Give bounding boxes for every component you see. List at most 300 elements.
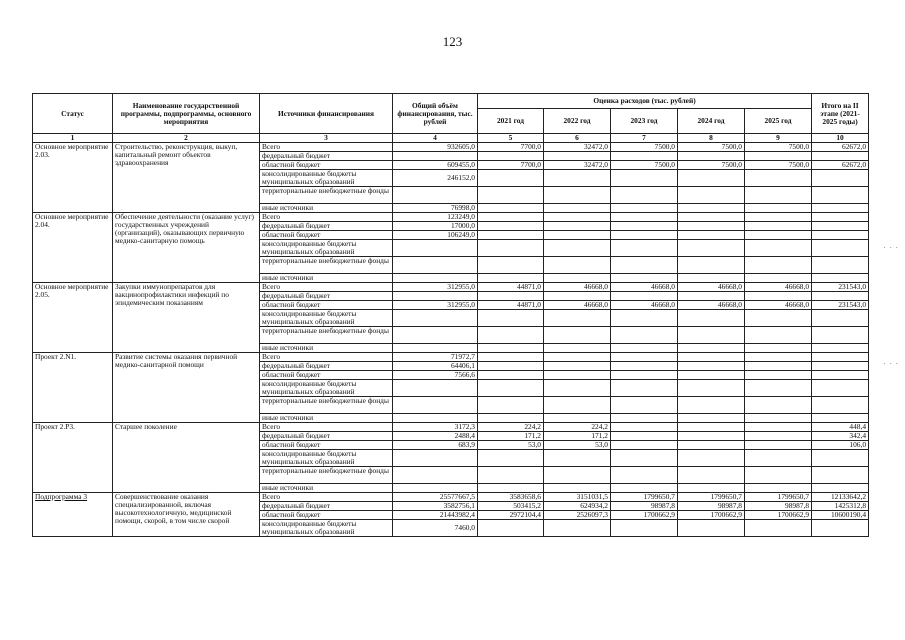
value-cell: [678, 353, 745, 362]
source-fed: федеральный бюджет: [260, 152, 393, 161]
header-estimate: Оценка расходов (тыс. рублей): [478, 94, 812, 109]
source-fed: федеральный бюджет: [260, 432, 393, 441]
value-cell: [544, 152, 611, 161]
value-cell: [745, 222, 812, 231]
value-cell: 46668,0: [544, 301, 611, 310]
value-cell: [611, 414, 678, 423]
header-2022: 2022 год: [544, 109, 611, 134]
value-cell: [611, 310, 678, 327]
value-cell: 448,4: [812, 423, 869, 432]
value-cell: [745, 274, 812, 283]
value-cell: [611, 213, 678, 222]
value-cell: 1799650,7: [611, 493, 678, 502]
value-cell: [678, 240, 745, 257]
value-cell: [812, 344, 869, 353]
value-cell: [812, 170, 869, 187]
value-cell: [478, 152, 544, 161]
value-cell: [393, 450, 478, 467]
source-kons: консолидированные бюджеты муниципальных образований: [260, 170, 393, 187]
value-cell: [745, 467, 812, 484]
value-cell: [611, 240, 678, 257]
value-cell: [611, 432, 678, 441]
source-inye: иные источники: [260, 274, 393, 283]
source-inye: иные источники: [260, 414, 393, 423]
value-cell: [745, 362, 812, 371]
column-number: 7: [611, 134, 678, 143]
row-status: Основное мероприятие 2.04.: [33, 213, 113, 283]
value-cell: 171,2: [478, 432, 544, 441]
source-terr: территориальные внебюджетные фонды: [260, 187, 393, 204]
value-cell: [393, 240, 478, 257]
value-cell: [745, 520, 812, 537]
value-cell: [812, 327, 869, 344]
header-2025: 2025 год: [745, 109, 812, 134]
value-cell: 3172,3: [393, 423, 478, 432]
value-cell: 25577667,5: [393, 493, 478, 502]
value-cell: 683,9: [393, 441, 478, 450]
value-cell: 7500,0: [611, 161, 678, 170]
column-number: 8: [678, 134, 745, 143]
value-cell: [544, 231, 611, 240]
row-name: Обеспечение деятельности (оказание услуг) государственных учреждений (организаций), оказывающих первичную медико-санитарную помощь: [113, 213, 260, 283]
value-cell: 1425312,8: [812, 502, 869, 511]
value-cell: 3582756,1: [393, 502, 478, 511]
header-2021: 2021 год: [478, 109, 544, 134]
source-fed: федеральный бюджет: [260, 362, 393, 371]
value-cell: [393, 484, 478, 493]
value-cell: [678, 222, 745, 231]
value-cell: [611, 327, 678, 344]
value-cell: [745, 380, 812, 397]
value-cell: [611, 520, 678, 537]
value-cell: 1700662,9: [678, 511, 745, 520]
source-terr: территориальные внебюджетные фонды: [260, 257, 393, 274]
column-number: 6: [544, 134, 611, 143]
value-cell: [393, 187, 478, 204]
value-cell: [478, 274, 544, 283]
source-obl: областной бюджет: [260, 301, 393, 310]
value-cell: [745, 344, 812, 353]
value-cell: 17000,0: [393, 222, 478, 231]
value-cell: [544, 310, 611, 327]
value-cell: 98987,8: [678, 502, 745, 511]
value-cell: [544, 274, 611, 283]
value-cell: 7500,0: [745, 143, 812, 152]
value-cell: 624934,2: [544, 502, 611, 511]
value-cell: [611, 441, 678, 450]
value-cell: [678, 204, 745, 213]
value-cell: [544, 397, 611, 414]
source-obl: областной бюджет: [260, 231, 393, 240]
value-cell: 2972104,4: [478, 511, 544, 520]
value-cell: [678, 274, 745, 283]
value-cell: [812, 310, 869, 327]
source-obl: областной бюджет: [260, 371, 393, 380]
value-cell: [611, 450, 678, 467]
value-cell: 312955,0: [393, 301, 478, 310]
value-cell: [812, 257, 869, 274]
value-cell: 21443982,4: [393, 511, 478, 520]
source-vsego: Всего: [260, 493, 393, 502]
source-obl: областной бюджет: [260, 161, 393, 170]
value-cell: [478, 380, 544, 397]
column-number: 1: [33, 134, 113, 143]
value-cell: [544, 257, 611, 274]
column-number: 2: [113, 134, 260, 143]
value-cell: 224,2: [544, 423, 611, 432]
value-cell: 46668,0: [544, 283, 611, 292]
value-cell: [678, 450, 745, 467]
value-cell: [745, 414, 812, 423]
value-cell: 32472,0: [544, 143, 611, 152]
value-cell: [544, 240, 611, 257]
value-cell: [611, 152, 678, 161]
source-inye: иные источники: [260, 484, 393, 493]
source-kons: консолидированные бюджеты муниципальных образований: [260, 450, 393, 467]
value-cell: [745, 240, 812, 257]
value-cell: [678, 484, 745, 493]
value-cell: [812, 231, 869, 240]
value-cell: [478, 187, 544, 204]
value-cell: [611, 170, 678, 187]
value-cell: 7566,6: [393, 371, 478, 380]
value-cell: 3151031,5: [544, 493, 611, 502]
value-cell: [544, 414, 611, 423]
value-cell: [611, 397, 678, 414]
value-cell: [611, 274, 678, 283]
scan-mark: · · ·: [883, 360, 899, 368]
value-cell: [544, 292, 611, 301]
value-cell: [544, 170, 611, 187]
value-cell: 7500,0: [745, 161, 812, 170]
value-cell: [478, 231, 544, 240]
value-cell: [812, 187, 869, 204]
value-cell: [812, 467, 869, 484]
table-row: [33, 353, 869, 362]
value-cell: [812, 240, 869, 257]
column-number: 9: [745, 134, 812, 143]
value-cell: 2526097,3: [544, 511, 611, 520]
value-cell: 2488,4: [393, 432, 478, 441]
value-cell: [478, 371, 544, 380]
value-cell: 246152,0: [393, 170, 478, 187]
header-source: Источники финансирования: [260, 94, 393, 134]
value-cell: [745, 187, 812, 204]
column-number: 4: [393, 134, 478, 143]
value-cell: [611, 371, 678, 380]
value-cell: [478, 467, 544, 484]
value-cell: 932605,0: [393, 143, 478, 152]
value-cell: [478, 213, 544, 222]
value-cell: 46668,0: [611, 283, 678, 292]
source-kons: консолидированные бюджеты муниципальных образований: [260, 240, 393, 257]
value-cell: [478, 292, 544, 301]
value-cell: [745, 292, 812, 301]
value-cell: 64406,1: [393, 362, 478, 371]
value-cell: [745, 204, 812, 213]
value-cell: [611, 231, 678, 240]
value-cell: 44871,0: [478, 301, 544, 310]
value-cell: [678, 414, 745, 423]
value-cell: 7700,0: [478, 143, 544, 152]
value-cell: [393, 310, 478, 327]
value-cell: [478, 240, 544, 257]
scan-mark: · · ·: [883, 244, 899, 252]
value-cell: 7500,0: [678, 143, 745, 152]
value-cell: [478, 450, 544, 467]
value-cell: [678, 432, 745, 441]
value-cell: 231543,0: [812, 301, 869, 310]
value-cell: [393, 414, 478, 423]
value-cell: 7700,0: [478, 161, 544, 170]
value-cell: [678, 187, 745, 204]
value-cell: [678, 467, 745, 484]
value-cell: [745, 423, 812, 432]
value-cell: [812, 152, 869, 161]
value-cell: [678, 362, 745, 371]
value-cell: 76998,0: [393, 204, 478, 213]
table-row: [33, 423, 869, 432]
value-cell: [393, 152, 478, 161]
value-cell: [745, 441, 812, 450]
value-cell: [393, 397, 478, 414]
value-cell: [745, 231, 812, 240]
column-number: 10: [812, 134, 869, 143]
financing-table: [32, 93, 869, 537]
value-cell: [544, 362, 611, 371]
value-cell: 231543,0: [812, 283, 869, 292]
value-cell: [812, 353, 869, 362]
value-cell: [544, 353, 611, 362]
value-cell: [393, 467, 478, 484]
value-cell: 106,0: [812, 441, 869, 450]
header-status: Статус: [33, 94, 113, 134]
row-name: Закупки иммунопрепаратов для вакцинопрофилактики инфекций по эпидемическим показаниям: [113, 283, 260, 353]
row-name: Развитие системы оказания первичной медико-санитарной помощи: [113, 353, 260, 423]
value-cell: 312955,0: [393, 283, 478, 292]
source-kons: консолидированные бюджеты муниципальных образований: [260, 380, 393, 397]
value-cell: 7500,0: [611, 143, 678, 152]
value-cell: [544, 344, 611, 353]
table-row: [33, 493, 869, 502]
value-cell: [678, 231, 745, 240]
value-cell: 53,0: [478, 441, 544, 450]
value-cell: [812, 213, 869, 222]
value-cell: [611, 187, 678, 204]
value-cell: [478, 222, 544, 231]
value-cell: 171,2: [544, 432, 611, 441]
value-cell: [544, 371, 611, 380]
value-cell: [611, 204, 678, 213]
value-cell: [812, 371, 869, 380]
value-cell: [544, 380, 611, 397]
value-cell: [745, 432, 812, 441]
value-cell: 3583658,6: [478, 493, 544, 502]
value-cell: [812, 362, 869, 371]
value-cell: [745, 353, 812, 362]
value-cell: 46668,0: [745, 301, 812, 310]
value-cell: 53,0: [544, 441, 611, 450]
source-vsego: Всего: [260, 353, 393, 362]
value-cell: [611, 380, 678, 397]
value-cell: [745, 397, 812, 414]
value-cell: [611, 344, 678, 353]
value-cell: 123249,0: [393, 213, 478, 222]
header-name: Наименование государственной программы, подпрограммы, основного мероприятия: [113, 94, 260, 134]
value-cell: [812, 484, 869, 493]
value-cell: 62672,0: [812, 161, 869, 170]
value-cell: 342,4: [812, 432, 869, 441]
value-cell: [745, 170, 812, 187]
value-cell: [393, 380, 478, 397]
table-row: [33, 213, 869, 222]
source-fed: федеральный бюджет: [260, 292, 393, 301]
source-vsego: Всего: [260, 143, 393, 152]
value-cell: [544, 327, 611, 344]
value-cell: [544, 520, 611, 537]
value-cell: [812, 397, 869, 414]
value-cell: 1700662,9: [745, 511, 812, 520]
value-cell: 609455,0: [393, 161, 478, 170]
value-cell: [544, 213, 611, 222]
value-cell: [611, 423, 678, 432]
value-cell: 224,2: [478, 423, 544, 432]
value-cell: [678, 152, 745, 161]
value-cell: 1700662,9: [611, 511, 678, 520]
row-status: Основное мероприятие 2.03.: [33, 143, 113, 213]
source-kons: консолидированные бюджеты муниципальных образований: [260, 310, 393, 327]
row-status: Подпрограмма 3: [33, 493, 113, 537]
value-cell: 12133642,2: [812, 493, 869, 502]
value-cell: [678, 257, 745, 274]
value-cell: [478, 170, 544, 187]
value-cell: 62672,0: [812, 143, 869, 152]
source-obl: областной бюджет: [260, 511, 393, 520]
value-cell: [478, 397, 544, 414]
source-inye: иные источники: [260, 204, 393, 213]
value-cell: [611, 257, 678, 274]
value-cell: [678, 327, 745, 344]
value-cell: [611, 362, 678, 371]
value-cell: [611, 222, 678, 231]
value-cell: [478, 414, 544, 423]
value-cell: [678, 213, 745, 222]
value-cell: [678, 310, 745, 327]
value-cell: [611, 467, 678, 484]
value-cell: [544, 187, 611, 204]
value-cell: [745, 371, 812, 380]
value-cell: 106249,0: [393, 231, 478, 240]
row-name: Совершенствование оказания специализированной, включая высокотехнологичную, медицинской помощи, скорой, в том числе скорой: [113, 493, 260, 537]
value-cell: [478, 362, 544, 371]
value-cell: 32472,0: [544, 161, 611, 170]
value-cell: [745, 213, 812, 222]
value-cell: 44871,0: [478, 283, 544, 292]
value-cell: [745, 310, 812, 327]
value-cell: 503415,2: [478, 502, 544, 511]
value-cell: [393, 344, 478, 353]
value-cell: [812, 204, 869, 213]
row-status: Проект 2.N1.: [33, 353, 113, 423]
value-cell: [678, 380, 745, 397]
value-cell: [678, 292, 745, 301]
value-cell: [478, 310, 544, 327]
value-cell: [678, 371, 745, 380]
value-cell: [544, 484, 611, 493]
table-row: [33, 143, 869, 152]
source-terr: территориальные внебюджетные фонды: [260, 397, 393, 414]
value-cell: [393, 327, 478, 344]
value-cell: [745, 257, 812, 274]
value-cell: [678, 170, 745, 187]
header-itogo: Итого на II этапе (2021-2025 годы): [812, 94, 869, 134]
header-2024: 2024 год: [678, 109, 745, 134]
column-number: 5: [478, 134, 544, 143]
value-cell: [544, 467, 611, 484]
value-cell: [678, 520, 745, 537]
page-number: 123: [442, 34, 463, 49]
value-cell: [745, 152, 812, 161]
value-cell: [478, 344, 544, 353]
value-cell: [745, 450, 812, 467]
value-cell: [678, 397, 745, 414]
value-cell: 46668,0: [678, 283, 745, 292]
table-row: [33, 283, 869, 292]
value-cell: [678, 423, 745, 432]
value-cell: [478, 520, 544, 537]
value-cell: 46668,0: [611, 301, 678, 310]
value-cell: 10600190,4: [812, 511, 869, 520]
source-fed: федеральный бюджет: [260, 222, 393, 231]
value-cell: [544, 222, 611, 231]
row-status: Проект 2.Р3.: [33, 423, 113, 493]
value-cell: 7460,0: [393, 520, 478, 537]
value-cell: 98987,8: [611, 502, 678, 511]
value-cell: [812, 292, 869, 301]
value-cell: [812, 450, 869, 467]
value-cell: [478, 204, 544, 213]
value-cell: [611, 292, 678, 301]
value-cell: 46668,0: [678, 301, 745, 310]
value-cell: 46668,0: [745, 283, 812, 292]
value-cell: [544, 450, 611, 467]
value-cell: 1799650,7: [678, 493, 745, 502]
source-terr: территориальные внебюджетные фонды: [260, 327, 393, 344]
table-body: [33, 143, 869, 537]
value-cell: [478, 353, 544, 362]
source-fed: федеральный бюджет: [260, 502, 393, 511]
value-cell: 71972,7: [393, 353, 478, 362]
value-cell: [812, 414, 869, 423]
value-cell: [478, 257, 544, 274]
header-2023: 2023 год: [611, 109, 678, 134]
row-name: Старшее поколение: [113, 423, 260, 493]
value-cell: [478, 327, 544, 344]
value-cell: [812, 222, 869, 231]
value-cell: [678, 344, 745, 353]
value-cell: [745, 327, 812, 344]
value-cell: [393, 274, 478, 283]
value-cell: [393, 292, 478, 301]
source-obl: областной бюджет: [260, 441, 393, 450]
column-number: 3: [260, 134, 393, 143]
value-cell: [745, 484, 812, 493]
source-kons: консолидированные бюджеты муниципальных образований: [260, 520, 393, 537]
value-cell: [678, 441, 745, 450]
value-cell: [393, 257, 478, 274]
source-inye: иные источники: [260, 344, 393, 353]
source-terr: территориальные внебюджетные фонды: [260, 467, 393, 484]
